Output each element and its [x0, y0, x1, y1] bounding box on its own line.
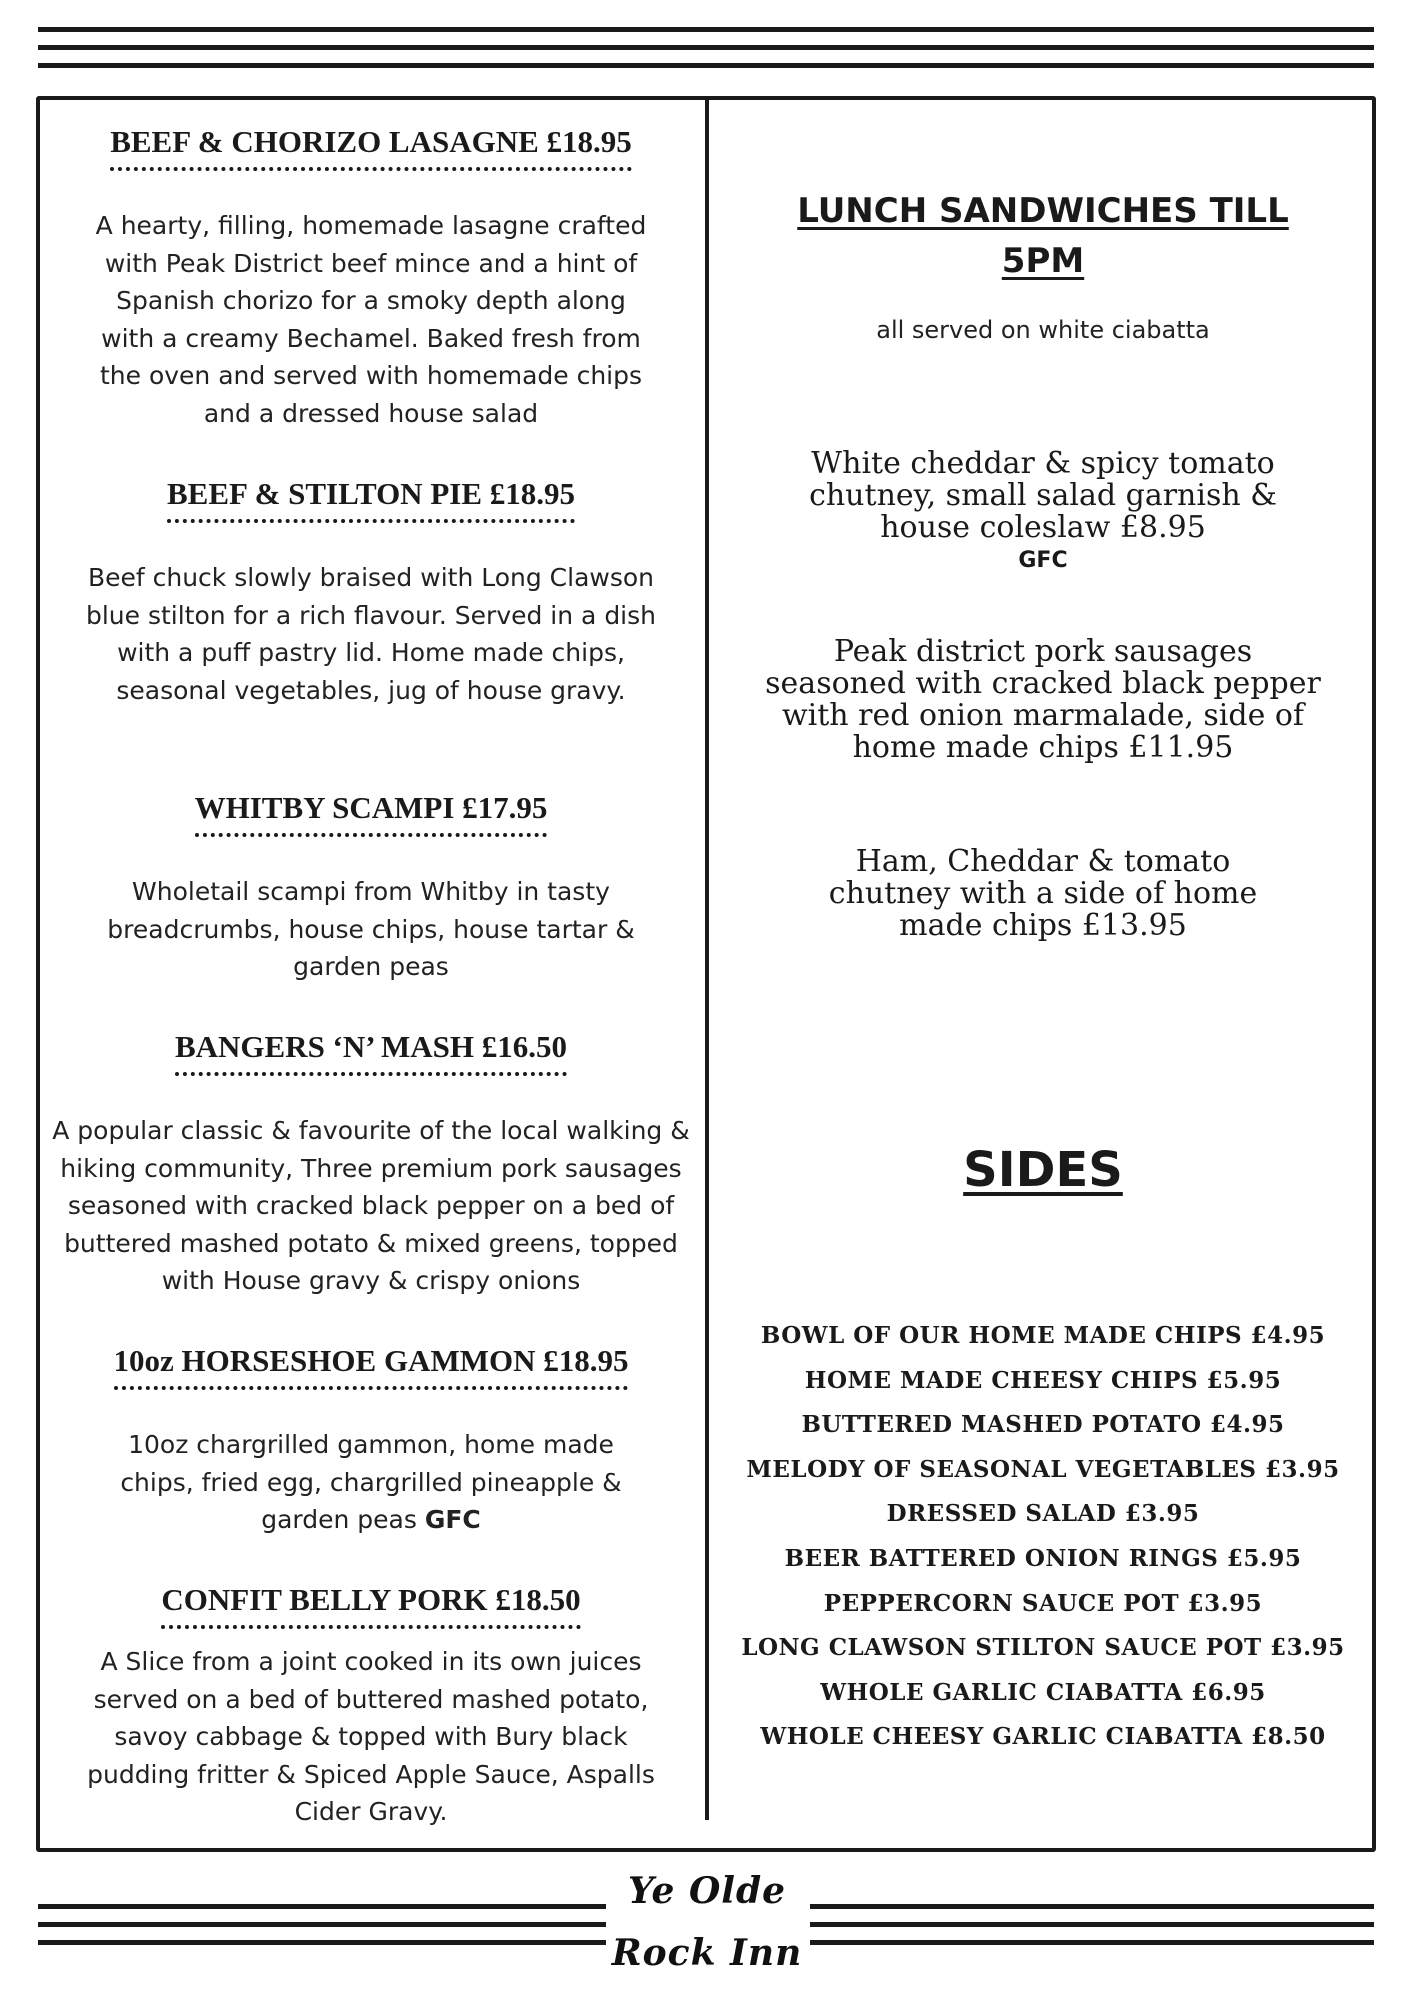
lunch-title-line-2: 5PM — [1001, 241, 1085, 281]
side-item: HOME MADE CHEESY CHIPS £5.95 — [804, 1366, 1282, 1394]
dish-bangers-mash — [48, 1029, 694, 1300]
sandwich-item: Ham, Cheddar & tomato chutney with a side of home made chips £13.95 — [828, 844, 1258, 943]
lunch-subtitle: all served on white ciabatta — [876, 316, 1210, 344]
bottom-left-rule-1 — [38, 1904, 606, 1909]
side-item: LONG CLAWSON STILTON SAUCE POT £3.95 — [741, 1634, 1345, 1662]
dish-title: BANGERS ‘N’ MASH £16.50 — [175, 1029, 567, 1076]
bottom-right-rule-2 — [810, 1922, 1374, 1927]
dish-lasagne — [48, 124, 694, 432]
side-item: BEER BATTERED ONION RINGS £5.95 — [784, 1544, 1302, 1572]
top-rule-1 — [38, 27, 1374, 32]
bottom-right-rule-1 — [810, 1904, 1374, 1909]
dish-whitby-scampi — [48, 790, 694, 986]
sides-list — [714, 1314, 1372, 1760]
dish-confit-belly-pork — [48, 1582, 694, 1831]
side-item: MELODY OF SEASONAL VEGETABLES £3.95 — [746, 1455, 1340, 1483]
bottom-left-rule-3 — [38, 1940, 606, 1945]
side-item: PEPPERCORN SAUCE POT £3.95 — [823, 1589, 1263, 1617]
side-item: BUTTERED MASHED POTATO £4.95 — [801, 1411, 1285, 1439]
dish-title: BEEF & CHORIZO LASAGNE £18.95 — [110, 124, 632, 171]
dish-title: CONFIT BELLY PORK £18.50 — [161, 1582, 580, 1629]
dish-description: A hearty, filling, homemade lasagne crafted with Peak District beef mince and a hint of Spanish chorizo for a smoky depth along with a creamy Bechamel. Baked fresh from the oven and served with homemade chips and a dressed house salad — [95, 211, 647, 428]
dish-stilton-pie — [48, 476, 694, 709]
sandwich-item: Peak district pork sausages seasoned with cracked black pepper with red onion marmalade, side of home made chips £11.95 — [765, 634, 1321, 765]
lunch-title-line-1: LUNCH SANDWICHES TILL — [797, 191, 1289, 231]
sandwich-item: White cheddar & spicy tomato chutney, small salad garnish & house coleslaw £8.95 — [809, 446, 1277, 545]
logo-line-2: Rock Inn — [611, 1932, 803, 1974]
dish-title: BEEF & STILTON PIE £18.95 — [167, 476, 575, 523]
dish-horseshoe-gammon — [48, 1343, 694, 1539]
top-rule-2 — [38, 45, 1374, 50]
side-item: WHOLE CHEESY GARLIC CIABATTA £8.50 — [760, 1723, 1326, 1751]
logo-line-1: Ye Olde — [627, 1870, 787, 1912]
gfc-badge: GFC — [424, 1505, 481, 1534]
side-item: DRESSED SALAD £3.95 — [886, 1500, 1200, 1528]
gfc-badge: GFC — [1018, 548, 1068, 573]
dish-description: A popular classic & favourite of the local walking & hiking community, Three premium pork sausages seasoned with cracked black pepper on a bed of buttered mashed potato & mixed greens, topped with House gravy & crispy onions — [52, 1116, 690, 1295]
sides-title: SIDES — [963, 1142, 1123, 1198]
lunch-section-title — [714, 186, 1372, 286]
inn-logo — [600, 1860, 814, 1984]
dish-description: A Slice from a joint cooked in its own juices served on a bed of buttered mashed potato, savoy cabbage & topped with Bury black pudding fritter & Spiced Apple Sauce, Aspalls Cider Gravy. — [87, 1647, 655, 1826]
dish-description: Wholetail scampi from Whitby in tasty breadcrumbs, house chips, house tartar & garden peas — [107, 877, 635, 981]
dish-description — [111, 1426, 631, 1539]
side-item: BOWL OF OUR HOME MADE CHIPS £4.95 — [760, 1322, 1326, 1349]
dish-title: 10oz HORSESHOE GAMMON £18.95 — [114, 1343, 629, 1390]
dish-description-text: 10oz chargrilled gammon, home made chips, fried egg, chargrilled pineapple & garden peas — [120, 1430, 622, 1534]
top-rule-3 — [38, 63, 1374, 68]
bottom-right-rule-3 — [810, 1940, 1374, 1945]
side-item: WHOLE GARLIC CIABATTA £6.95 — [820, 1678, 1266, 1706]
dish-title: WHITBY SCAMPI £17.95 — [195, 790, 548, 837]
column-divider — [705, 98, 709, 1820]
dish-description: Beef chuck slowly braised with Long Clawson blue stilton for a rich flavour. Served in a dish with a puff pastry lid. Home made chips, seasonal vegetables, jug of house gravy. — [85, 563, 657, 705]
bottom-left-rule-2 — [38, 1922, 606, 1927]
